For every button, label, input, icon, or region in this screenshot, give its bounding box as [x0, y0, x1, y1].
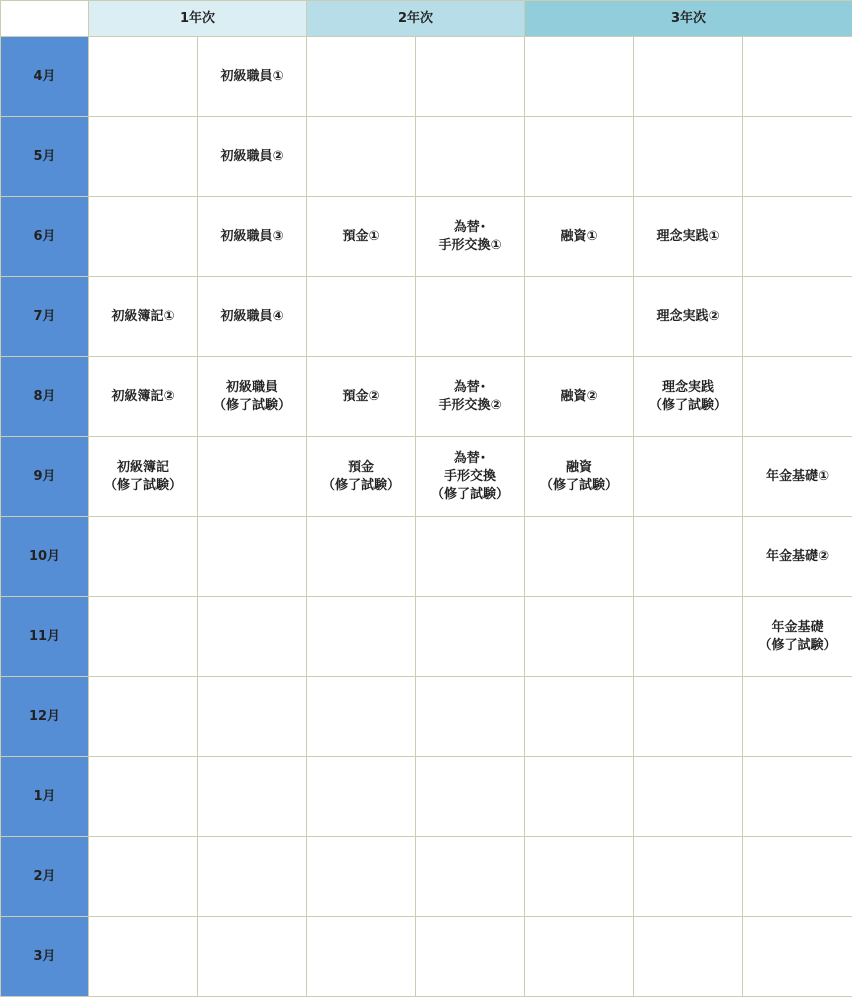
table-row: [1, 357, 852, 437]
course-cell: [198, 917, 307, 997]
course-cell: [634, 837, 743, 917]
course-cell: [198, 677, 307, 757]
course-cell: [416, 677, 525, 757]
course-cell: [525, 597, 634, 677]
course-cell: [307, 597, 416, 677]
course-cell: [89, 117, 198, 197]
course-cell: [89, 677, 198, 757]
course-cell: [89, 517, 198, 597]
month-label: 11月: [1, 597, 89, 677]
course-cell: 為替･ 手形交換 （修了試験）: [416, 437, 525, 517]
course-cell: [89, 757, 198, 837]
month-label: 9月: [1, 437, 89, 517]
course-cell: 預金 （修了試験）: [307, 437, 416, 517]
course-cell: [525, 677, 634, 757]
course-cell: [743, 757, 852, 837]
course-cell: [525, 117, 634, 197]
table-row: [1, 517, 852, 597]
course-cell: [198, 597, 307, 677]
course-cell: 年金基礎①: [743, 437, 852, 517]
course-cell: [743, 117, 852, 197]
month-label: 3月: [1, 917, 89, 997]
table-row: [1, 677, 852, 757]
course-cell: [634, 437, 743, 517]
schedule-body: [1, 37, 852, 997]
course-cell: [525, 837, 634, 917]
year-1-header: 1年次: [89, 1, 307, 37]
course-cell: 初級職員 （修了試験）: [198, 357, 307, 437]
table-row: [1, 757, 852, 837]
course-cell: [743, 277, 852, 357]
table-row: [1, 597, 852, 677]
course-cell: [525, 37, 634, 117]
table-row: [1, 197, 852, 277]
course-cell: [743, 357, 852, 437]
course-cell: [416, 117, 525, 197]
course-cell: [307, 917, 416, 997]
course-cell: 融資 （修了試験）: [525, 437, 634, 517]
year-3-header: 3年次: [525, 1, 852, 37]
course-cell: [307, 37, 416, 117]
table-row: [1, 917, 852, 997]
course-cell: [198, 757, 307, 837]
course-cell: 融資②: [525, 357, 634, 437]
course-cell: [89, 597, 198, 677]
course-cell: 融資①: [525, 197, 634, 277]
table-row: [1, 837, 852, 917]
course-cell: 初級職員③: [198, 197, 307, 277]
course-cell: [198, 437, 307, 517]
course-cell: 為替･ 手形交換①: [416, 197, 525, 277]
month-label: 8月: [1, 357, 89, 437]
course-cell: 初級職員①: [198, 37, 307, 117]
course-cell: [89, 917, 198, 997]
course-cell: 初級職員④: [198, 277, 307, 357]
course-cell: [743, 837, 852, 917]
year-2-header: 2年次: [307, 1, 525, 37]
course-cell: 為替･ 手形交換②: [416, 357, 525, 437]
month-label: 4月: [1, 37, 89, 117]
course-cell: 理念実践①: [634, 197, 743, 277]
course-cell: [416, 517, 525, 597]
month-label: 12月: [1, 677, 89, 757]
course-cell: 理念実践 （修了試験）: [634, 357, 743, 437]
course-cell: [634, 117, 743, 197]
course-cell: [525, 917, 634, 997]
course-cell: [307, 757, 416, 837]
course-cell: [634, 917, 743, 997]
month-label: 7月: [1, 277, 89, 357]
course-cell: [743, 677, 852, 757]
table-row: [1, 437, 852, 517]
course-cell: [307, 837, 416, 917]
course-cell: 初級簿記 （修了試験）: [89, 437, 198, 517]
table-row: [1, 277, 852, 357]
month-label: 10月: [1, 517, 89, 597]
corner-cell: [1, 1, 89, 37]
table-row: [1, 37, 852, 117]
header-row: [1, 1, 852, 37]
course-cell: [416, 37, 525, 117]
course-cell: [743, 37, 852, 117]
course-cell: 年金基礎②: [743, 517, 852, 597]
month-label: 5月: [1, 117, 89, 197]
course-cell: [307, 277, 416, 357]
course-cell: [634, 757, 743, 837]
course-cell: [743, 197, 852, 277]
course-cell: 初級簿記②: [89, 357, 198, 437]
course-cell: [525, 277, 634, 357]
course-cell: 初級簿記①: [89, 277, 198, 357]
course-cell: [89, 37, 198, 117]
course-cell: 理念実践②: [634, 277, 743, 357]
course-cell: 預金②: [307, 357, 416, 437]
course-cell: [416, 597, 525, 677]
course-cell: [307, 677, 416, 757]
course-cell: [525, 757, 634, 837]
month-label: 2月: [1, 837, 89, 917]
course-cell: [743, 917, 852, 997]
course-cell: [634, 597, 743, 677]
course-cell: 年金基礎 （修了試験）: [743, 597, 852, 677]
course-cell: 初級職員②: [198, 117, 307, 197]
month-label: 6月: [1, 197, 89, 277]
course-cell: [634, 517, 743, 597]
course-cell: [416, 757, 525, 837]
course-cell: [89, 197, 198, 277]
course-cell: 預金①: [307, 197, 416, 277]
month-label: 1月: [1, 757, 89, 837]
course-cell: [634, 37, 743, 117]
course-cell: [416, 917, 525, 997]
course-cell: [307, 117, 416, 197]
course-cell: [634, 677, 743, 757]
course-cell: [525, 517, 634, 597]
course-cell: [198, 837, 307, 917]
course-cell: [89, 837, 198, 917]
table-row: [1, 117, 852, 197]
course-cell: [307, 517, 416, 597]
course-cell: [416, 277, 525, 357]
course-cell: [416, 837, 525, 917]
course-cell: [198, 517, 307, 597]
